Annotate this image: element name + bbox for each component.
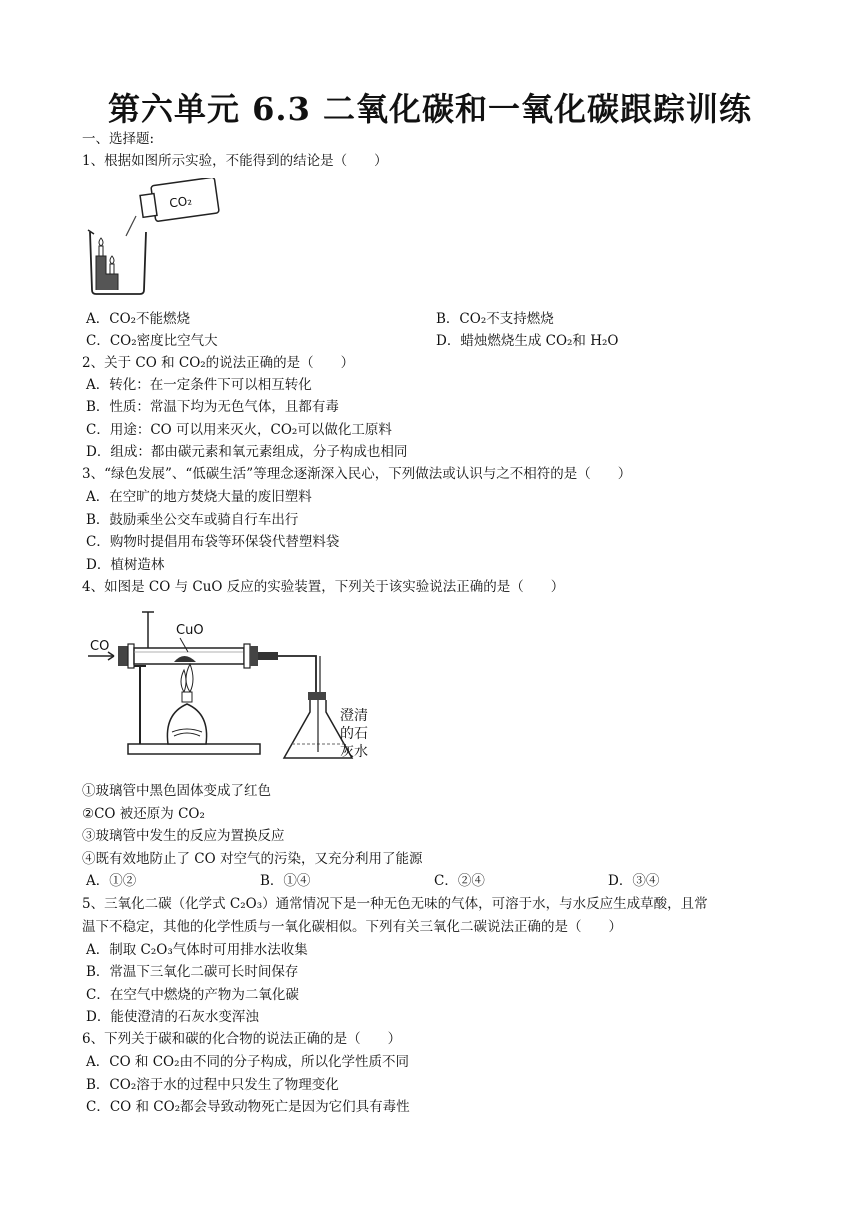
cuo-label: CuO [176,623,204,638]
q6-option-b[interactable]: B．CO₂溶于水的过程中只发生了物理变化 [86,1077,339,1093]
q4-option-d[interactable]: D．③④ [608,873,660,889]
q1-option-b[interactable]: B．CO₂不支持燃烧 [436,311,554,327]
q3-option-b[interactable]: B．鼓励乘坐公交车或骑自行车出行 [86,512,299,528]
q6-option-c[interactable]: C．CO 和 CO₂都会导致动物死亡是因为它们具有毒性 [86,1099,410,1115]
q6-option-a[interactable]: A．CO 和 CO₂由不同的分子构成，所以化学性质不同 [86,1054,410,1070]
q4-statement-4: ④既有效地防止了 CO 对空气的污染，又充分利用了能源 [82,851,423,867]
q5-option-b[interactable]: B．常温下三氧化二碳可长时间保存 [86,964,299,980]
q1-option-d[interactable]: D．蜡烛燃烧生成 CO₂和 H₂O [436,333,619,349]
question-2-stem: 2、关于 CO 和 CO₂的说法正确的是（ ） [82,355,355,371]
q2-option-b[interactable]: B．性质：常温下均为无色气体，且都有毒 [86,399,339,415]
limewater-label-line-2: 的石 [340,726,368,742]
q4-option-b[interactable]: B．①④ [260,873,311,889]
q4-statement-2: ②CO 被还原为 CO₂ [82,806,205,822]
q1-option-a[interactable]: A．CO₂不能燃烧 [86,311,191,327]
question-5-stem-line-2: 温下不稳定，其他的化学性质与一氧化碳相似。下列有关三氧化二碳说法正确的是（ ） [82,919,622,935]
question-3-stem: 3、“绿色发展”、“低碳生活”等理念逐渐深入民心，下列做法或认识与之不相符的是（ ） [82,466,632,482]
limewater-label-line-3: 灰水 [340,744,368,760]
beaker [88,230,146,294]
question-4-stem: 4、如图是 CO 与 CuO 反应的实验装置，下列关于该实验说法正确的是（ ） [82,579,565,595]
q5-option-d[interactable]: D．能使澄清的石灰水变浑浊 [86,1009,259,1025]
q4-statement-3: ③玻璃管中发生的反应为置换反应 [82,828,285,844]
q3-option-c[interactable]: C．购物时提倡用布袋等环保袋代替塑料袋 [86,534,340,550]
question-5-stem-line-1: 5、三氧化二碳（化学式 C₂O₃）通常情况下是一种无色无味的气体，可溶于水，与水反应生成草酸，且常 [82,896,708,912]
q4-statement-1: ①玻璃管中黑色固体变成了红色 [82,783,271,799]
co2-bottle [139,178,219,223]
q2-option-c[interactable]: C．用途：CO 可以用来灭火，CO₂可以做化工原料 [86,422,392,438]
q5-option-a[interactable]: A．制取 C₂O₃气体时可用排水法收集 [86,942,308,958]
section-heading: 一、选择题: [82,131,155,147]
q5-option-c[interactable]: C．在空气中燃烧的产物为二氧化碳 [86,987,299,1003]
question-6-stem: 6、下列关于碳和碳的化合物的说法正确的是（ ） [82,1031,402,1047]
q3-option-a[interactable]: A．在空旷的地方焚烧大量的废旧塑料 [86,489,312,505]
q2-option-a[interactable]: A．转化：在一定条件下可以相互转化 [86,377,312,393]
question-1-stem: 1、根据如图所示实验，不能得到的结论是（ ） [82,153,388,169]
q4-option-a[interactable]: A．①② [86,873,137,889]
co2-bottle-label: CO₂ [168,193,193,211]
co-inlet-label: CO [90,639,110,654]
co2-candle-figure [80,178,230,300]
co-cuo-apparatus-figure [84,604,384,774]
q2-option-d[interactable]: D．组成：都由碳元素和氧元素组成，分子构成也相同 [86,444,408,460]
page-title: 第六单元 6.3 二氧化碳和一氧化碳跟踪训练 [108,90,752,128]
q4-option-c[interactable]: C．②④ [434,873,485,889]
limewater-label-line-1: 澄清 [340,708,368,724]
q1-option-c[interactable]: C．CO₂密度比空气大 [86,333,218,349]
q3-option-d[interactable]: D．植树造林 [86,557,165,573]
